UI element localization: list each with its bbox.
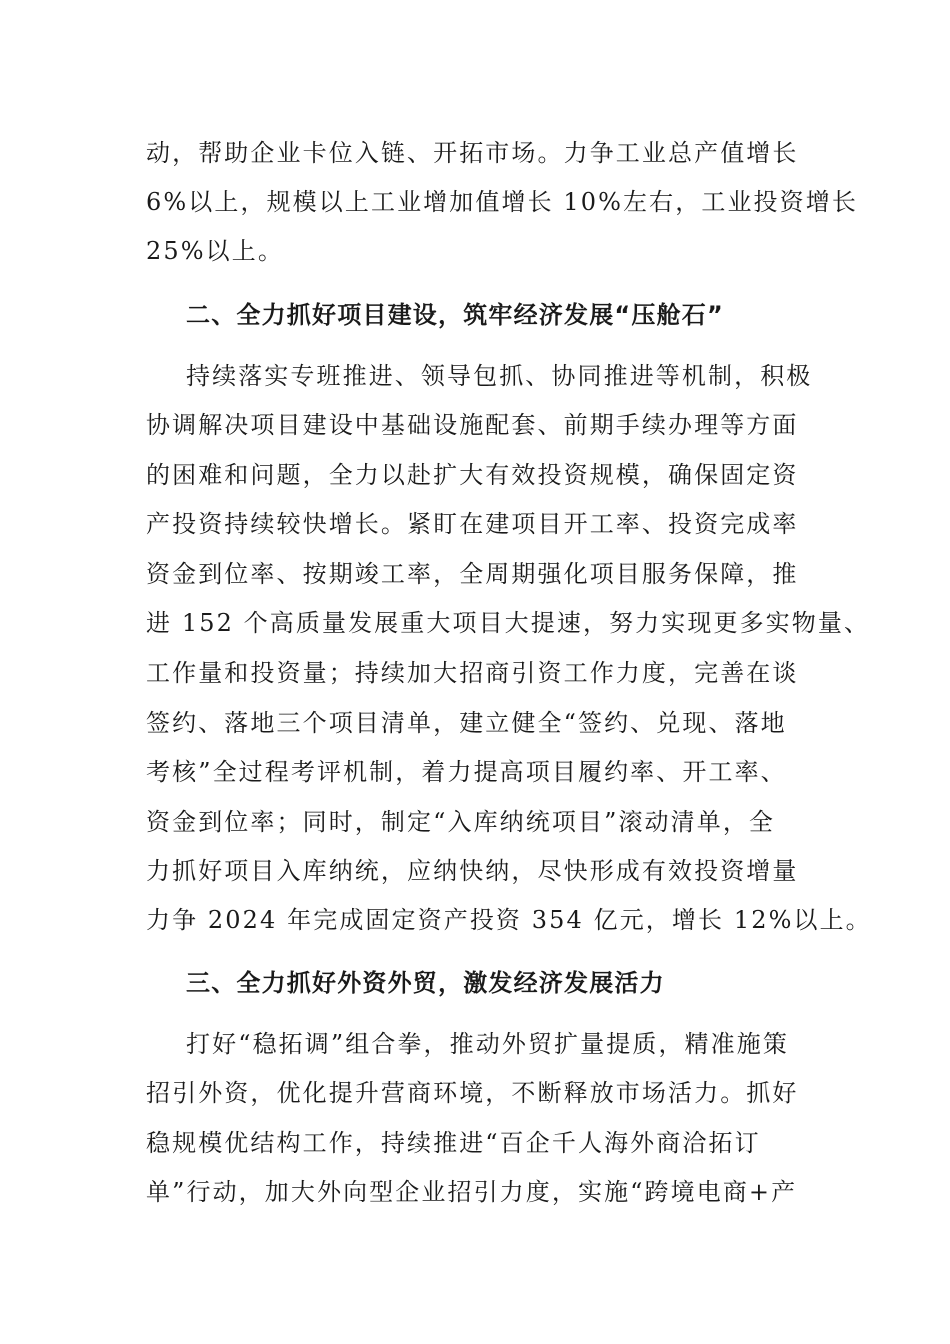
paragraph-2-line-9: 考核”全过程考评机制，着力提高项目履约率、开工率、 xyxy=(146,758,787,786)
paragraph-3-line-3: 稳规模优结构工作，持续推进“百企千人海外商洽拓订 xyxy=(146,1129,761,1157)
paragraph-2-line-1: 持续落实专班推进、领导包抓、协同推进等机制，积极 xyxy=(186,362,813,390)
paragraph-2-line-7: 工作量和投资量；持续加大招商引资工作力度，完善在谈 xyxy=(146,659,799,687)
paragraph-2-line-8: 签约、落地三个项目清单，建立健全“签约、兑现、落地 xyxy=(146,709,787,737)
paragraph-3-line-1: 打好“稳拓调”组合拳，推动外贸扩量提质，精准施策 xyxy=(186,1030,789,1058)
paragraph-1-line-2: 6%以上，规模以上工业增加值增长 10%左右，工业投资增长 xyxy=(146,188,858,216)
paragraph-2-line-2: 协调解决项目建设中基础设施配套、前期手续办理等方面 xyxy=(146,411,799,439)
paragraph-2-line-12: 力争 2024 年完成固定资产投资 354 亿元，增长 12%以上。 xyxy=(146,906,872,934)
paragraph-1-line-1: 动，帮助企业卡位入链、开拓市场。力争工业总产值增长 xyxy=(146,139,799,167)
paragraph-2-line-5: 资金到位率、按期竣工率，全周期强化项目服务保障，推 xyxy=(146,560,799,588)
section-heading-3: 三、全力抓好外资外贸，激发经济发展活力 xyxy=(186,969,665,997)
paragraph-2-line-6: 进 152 个高质量发展重大项目大提速，努力实现更多实物量、 xyxy=(146,609,871,637)
paragraph-3-line-4: 单”行动，加大外向型企业招引力度，实施“跨境电商+产 xyxy=(146,1178,798,1206)
paragraph-2-line-11: 力抓好项目入库纳统，应纳快纳，尽快形成有效投资增量 xyxy=(146,857,799,885)
paragraph-2-line-10: 资金到位率；同时，制定“入库纳统项目”滚动清单，全 xyxy=(146,808,776,836)
paragraph-3-line-2: 招引外资，优化提升营商环境，不断释放市场活力。抓好 xyxy=(146,1079,799,1107)
paragraph-2-line-4: 产投资持续较快增长。紧盯在建项目开工率、投资完成率 xyxy=(146,510,799,538)
paragraph-1-line-3: 25%以上。 xyxy=(146,237,284,265)
paragraph-2-line-3: 的困难和问题，全力以赴扩大有效投资规模，确保固定资 xyxy=(146,461,799,489)
section-heading-2: 二、全力抓好项目建设，筑牢经济发展“压舱石” xyxy=(186,301,724,329)
